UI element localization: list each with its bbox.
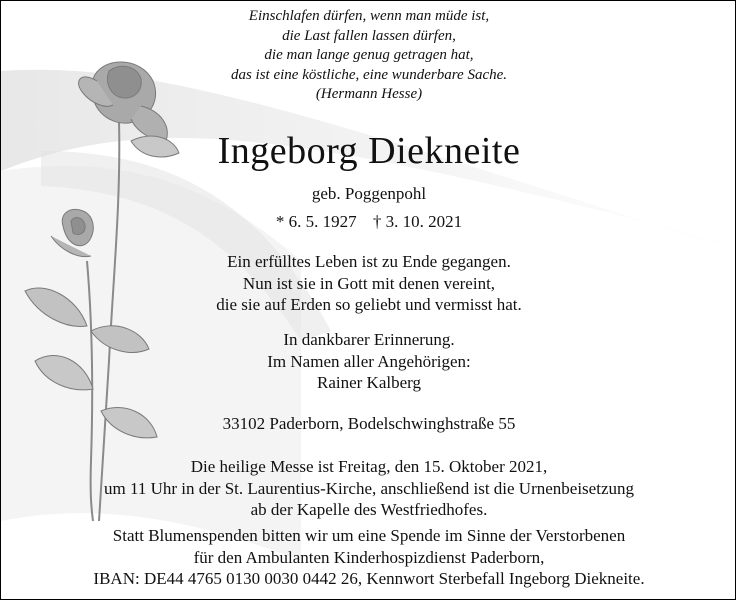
donation-line: IBAN: DE44 4765 0130 0030 0442 26, Kennwort Sterbefall Ingeborg Diekneite. — [93, 569, 645, 588]
service-line: Die heilige Messe ist Freitag, den 15. Oktober 2021, — [190, 457, 548, 476]
poem-line: Ein erfülltes Leben ist zu Ende gegangen. — [227, 252, 511, 271]
poem-line: Nun ist sie in Gott mit denen vereint, — [242, 273, 496, 293]
life-dates — [1, 211, 736, 233]
signature-block — [1, 329, 736, 394]
donation-line: für den Ambulanten Kinderhospizdienst Paderborn, — [193, 547, 545, 567]
poem-block — [1, 251, 736, 316]
death-date: † 3. 10. 2021 — [372, 212, 463, 231]
quote-line: Einschlafen dürfen, wenn man müde ist, — [248, 8, 490, 24]
donation-block — [1, 525, 736, 590]
service-block — [1, 456, 736, 521]
service-line: ab der Kapelle des Westfriedhofes. — [250, 500, 488, 519]
donation-line: Statt Blumenspenden bitten wir um eine Spende im Sinne der Verstorbenen — [112, 526, 626, 545]
signature-line: In dankbarer Erinnerung. — [283, 330, 455, 349]
poem-line: die sie auf Erden so geliebt und vermisst hat. — [216, 295, 522, 314]
maiden-name: geb. Poggenpohl — [311, 184, 427, 203]
quote-block — [1, 7, 736, 105]
address: 33102 Paderborn, Bodelschwinghstraße 55 — [222, 414, 516, 433]
quote-line: das ist eine köstliche, eine wunderbare Sache. — [230, 66, 508, 83]
quote-line: die man lange genug getragen hat, — [264, 47, 474, 63]
quote-line: die Last fallen lassen dürfen, — [282, 27, 456, 44]
signature-line: Im Namen aller Angehörigen: — [267, 351, 471, 371]
quote-author: (Hermann Hesse) — [315, 86, 423, 102]
service-line: um 11 Uhr in der St. Laurentius-Kirche, anschließend ist die Urnenbeisetzung — [103, 478, 634, 498]
deceased-name: Ingeborg Diekneite — [217, 130, 521, 172]
birth-date: * 6. 5. 1927 — [275, 212, 357, 231]
signature-line: Rainer Kalberg — [316, 373, 421, 392]
